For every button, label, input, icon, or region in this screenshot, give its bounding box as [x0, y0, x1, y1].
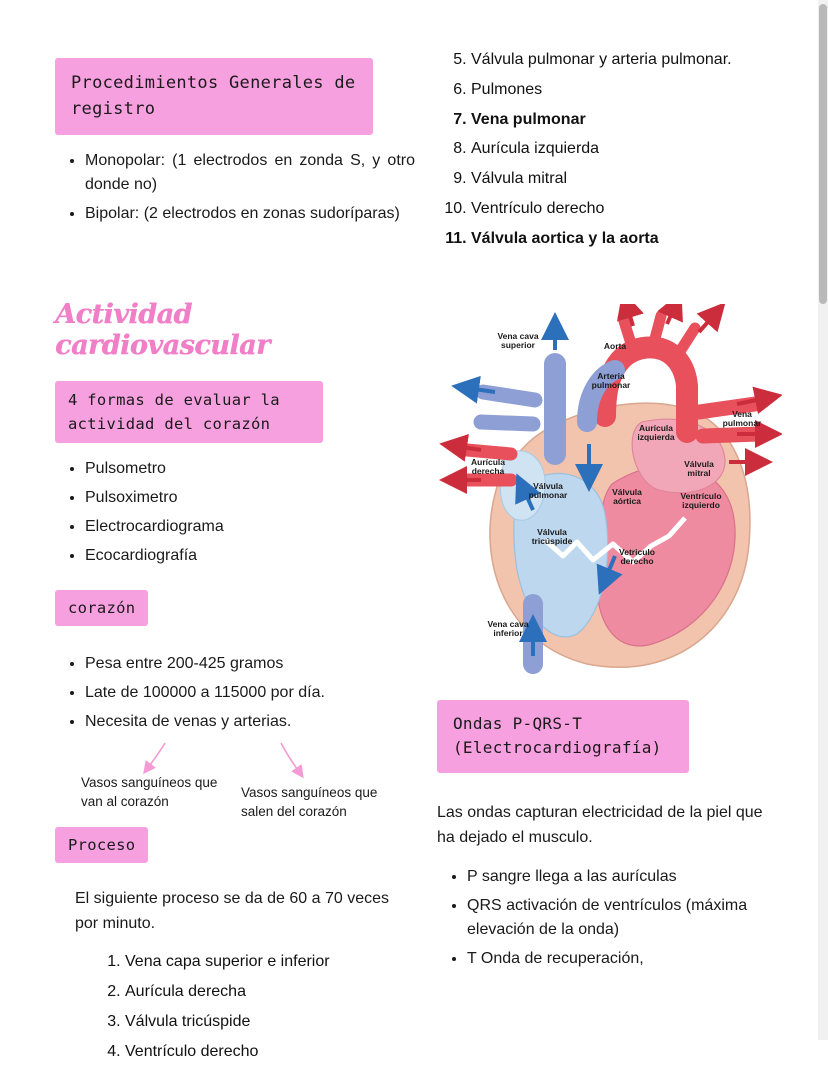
note-vasos-entrada: Vasos sanguíneos que van al corazón — [81, 774, 218, 810]
heart-label: Aurícula derecha — [470, 456, 505, 477]
list-item: 5. Válvula pulmonar y arteria pulmonar. — [471, 48, 782, 73]
list-procedimientos — [55, 149, 415, 227]
list-proceso-continuado — [437, 48, 782, 252]
heart-label: Vena pulmonar — [722, 408, 762, 429]
heading-procedimientos: Procedimientos Generales de registro — [55, 58, 373, 135]
list-item: 10. Ventrículo derecho — [471, 197, 782, 222]
list-item: 11. Válvula aortica y la aorta — [471, 227, 782, 252]
list-item: 9. Válvula mitral — [471, 167, 782, 192]
heading-ondas-pqrst: Ondas P-QRS-T (Electrocardiografía) — [437, 700, 689, 774]
list-proceso — [55, 950, 415, 1064]
list-item: 4. Ventrículo derecho — [125, 1040, 415, 1065]
heart-label: Válvula mitral — [684, 458, 714, 479]
list-corazon — [55, 652, 415, 734]
list-item: • Bipolar: (2 electrodos en zonas sudoríparas) — [85, 202, 415, 227]
list-item: • P sangre llega a las aurículas — [467, 865, 782, 890]
section-title-actividad-cardiovascular: Actividad cardiovascular — [55, 299, 270, 362]
heart-label: Vetriculo derecho — [619, 546, 655, 567]
heart-label: Vena cava superior — [497, 330, 539, 351]
left-column — [55, 0, 415, 1070]
list-ondas — [437, 865, 782, 972]
page-scrollbar[interactable] — [818, 0, 828, 1040]
right-column — [437, 0, 782, 976]
list-item: • QRS activación de ventrículos (máxima elevación de la onda) — [467, 894, 782, 944]
heading-proceso: Proceso — [55, 827, 148, 863]
list-item: • T Onda de recuperación, — [467, 947, 782, 972]
list-item: 1. Vena capa superior e inferior — [125, 950, 415, 975]
list-item: 7. Vena pulmonar — [471, 108, 782, 133]
list-item: • Electrocardiograma — [85, 515, 415, 540]
heart-label: Válvula tricúspide — [531, 526, 573, 547]
ondas-intro-text: Las ondas capturan electricidad de la piel que ha dejado el musculo. — [437, 804, 763, 846]
heart-label: Vena cava inferior — [487, 618, 529, 639]
vasos-annotation-group — [55, 741, 415, 821]
proceso-intro-text: El siguiente proceso se da de 60 a 70 veces por minuto. — [75, 889, 389, 932]
note-vasos-salida: Vasos sanguíneos que salen del corazón — [241, 784, 378, 820]
list-item: 8. Aurícula izquierda — [471, 137, 782, 162]
list-item: • Late de 100000 a 115000 por día. — [85, 681, 415, 706]
list-item: • Ecocardiografía — [85, 544, 415, 569]
scrollbar-thumb[interactable] — [819, 4, 827, 304]
list-item: 2. Aurícula derecha — [125, 980, 415, 1005]
list-formas — [55, 457, 415, 568]
heart-label: Ventrículo izquierdo — [680, 490, 722, 511]
heading-corazon: corazón — [55, 590, 148, 626]
heart-label: Válvula pulmonar — [528, 480, 568, 501]
heading-formas-evaluar: 4 formas de evaluar la actividad del corazón — [55, 381, 323, 443]
list-item: • Pulsometro — [85, 457, 415, 482]
list-item: • Pesa entre 200-425 gramos — [85, 652, 415, 677]
list-item: • Pulsoximetro — [85, 486, 415, 511]
heart-anatomy-diagram — [437, 304, 782, 694]
heart-label: Válvula aórtica — [612, 486, 642, 507]
list-item: 6. Pulmones — [471, 78, 782, 103]
list-item: • Necesita de venas y arterias. — [85, 710, 415, 735]
heart-label: Arteria pulmonar — [591, 370, 631, 391]
list-item: 3. Válvula tricúspide — [125, 1010, 415, 1035]
heart-label: Aorta — [603, 340, 627, 351]
list-item: • Monopolar: (1 electrodos en zonda S, y otro donde no) — [85, 149, 415, 199]
heart-label: Aurícula izquierda — [637, 422, 675, 443]
